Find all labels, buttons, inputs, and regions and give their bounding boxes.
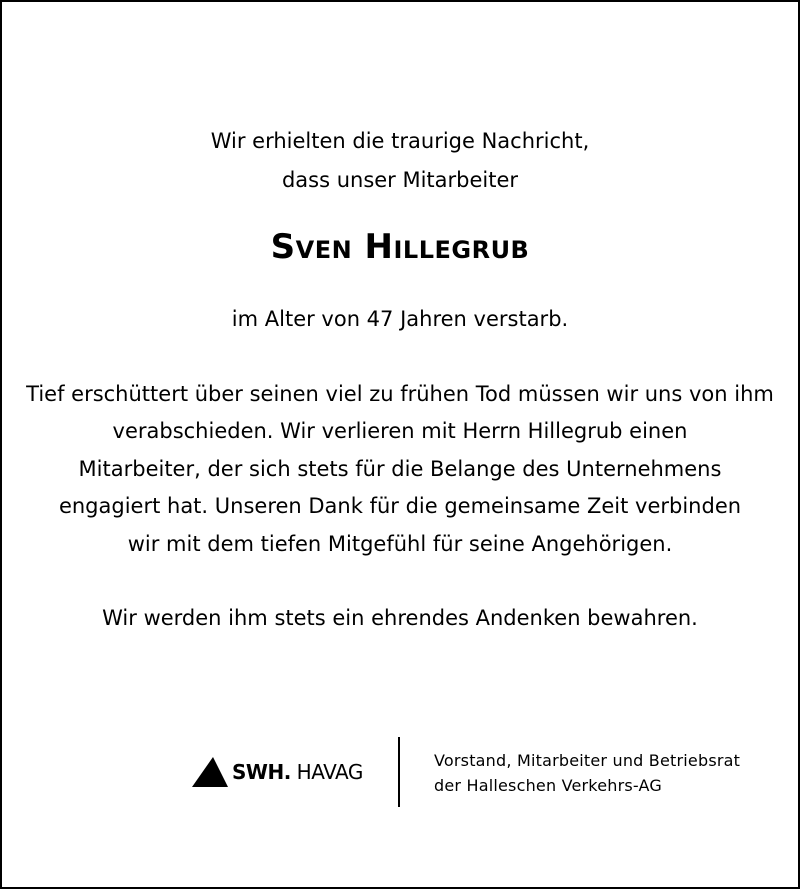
signature-line-2: der Halleschen Verkehrs-AG	[434, 776, 662, 795]
age-line: im Alter von 47 Jahren verstarb.	[231, 307, 569, 331]
body-line-1: Tief erschüttert über seinen viel zu frühen Tod müssen wir uns von ihm	[26, 382, 774, 406]
intro-line-1: Wir erhielten die traurige Nachricht,	[210, 129, 590, 153]
body-line-5: wir mit dem tiefen Mitgefühl für seine Angehörigen.	[127, 532, 673, 556]
intro-line-2: dass unser Mitarbeiter	[281, 168, 519, 192]
company-logo	[192, 755, 363, 789]
body-line-2: verabschieden. Wir verlieren mit Herrn Hillegrub einen	[112, 419, 688, 443]
body-line-4: engagiert hat. Unseren Dank für die gemeinsame Zeit verbinden	[58, 494, 742, 518]
footer-divider	[398, 737, 400, 807]
logo-brand-secondary: HAVAG	[296, 760, 363, 784]
closing-line: Wir werden ihm stets ein ehrendes Andenken bewahren.	[102, 606, 698, 630]
signature-line-1: Vorstand, Mitarbeiter und Betriebsrat	[434, 751, 741, 770]
logo-brand-primary: SWH.	[232, 760, 291, 784]
triangle-logo-icon	[192, 757, 228, 787]
body-line-3: Mitarbeiter, der sich stets für die Belange des Unternehmens	[78, 457, 722, 481]
logo-wordmark	[232, 755, 363, 789]
deceased-name: Sven Hillegrub	[270, 227, 530, 267]
